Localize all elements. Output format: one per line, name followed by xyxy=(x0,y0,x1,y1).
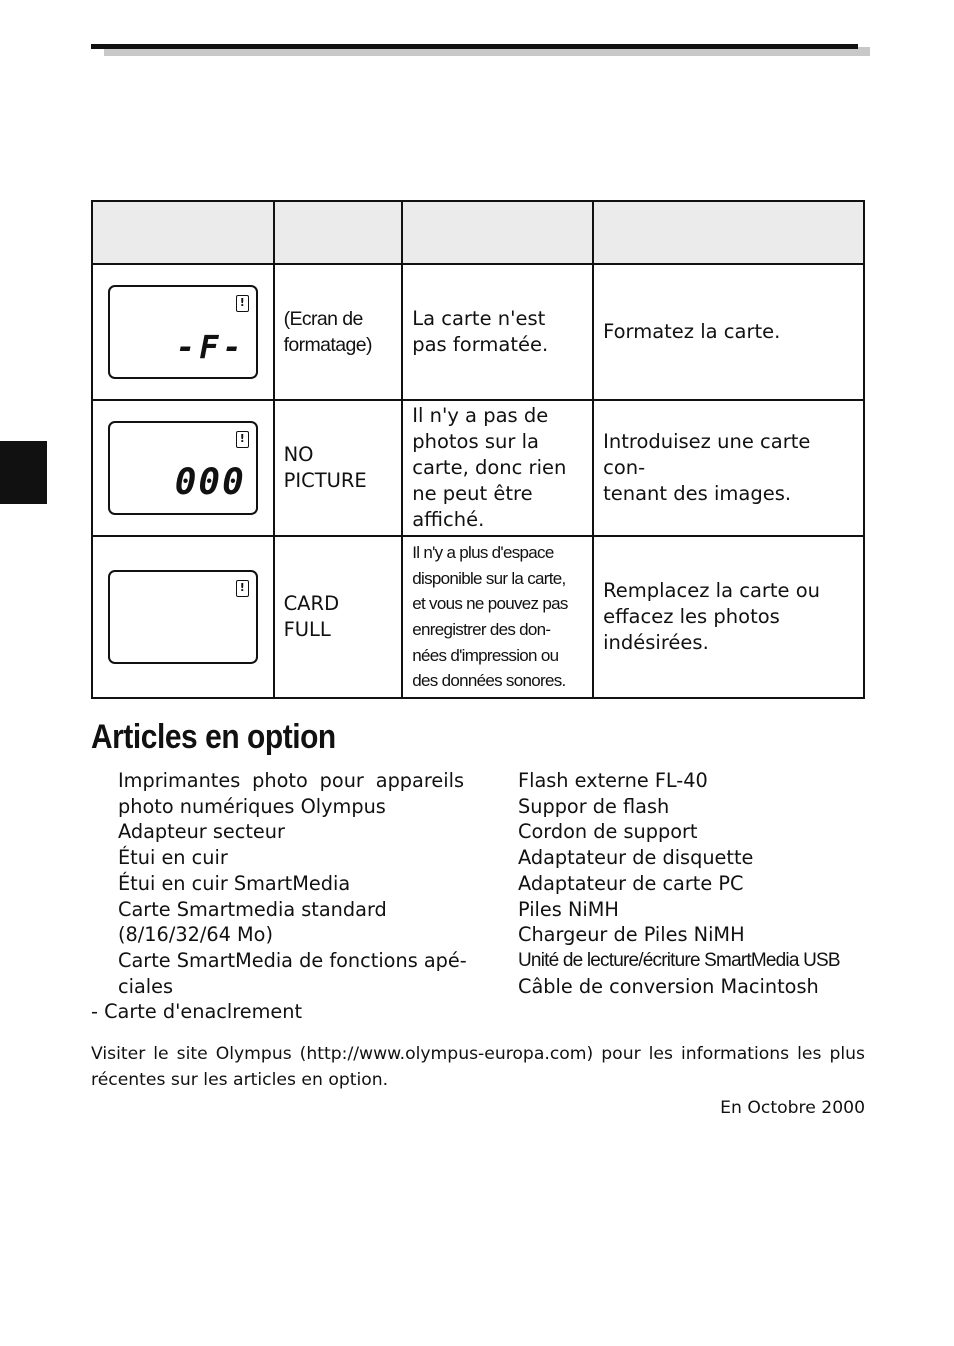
display-cell xyxy=(92,264,274,400)
cause-line: pas formatée. xyxy=(412,333,549,356)
header-rule xyxy=(91,44,858,49)
indication-cell xyxy=(274,400,403,536)
remedy-line: Remplacez la carte ou xyxy=(603,579,821,602)
list-item: Piles NiMH xyxy=(518,897,619,921)
lcd-readout: -F- xyxy=(175,328,246,366)
cause-cell xyxy=(402,264,593,400)
list-item: Adapteur secteur xyxy=(118,820,285,844)
table-header-row xyxy=(92,201,864,264)
cause-cell xyxy=(402,536,593,698)
error-table xyxy=(91,200,865,699)
cause-line: disponible sur la carte, xyxy=(412,568,566,588)
list-item: Adaptateur de carte PC xyxy=(518,871,744,895)
lcd-display xyxy=(108,285,258,379)
remedy-cell xyxy=(593,536,864,698)
table-row xyxy=(92,400,864,536)
list-item: photo numériques Olympus xyxy=(118,794,386,818)
remedy-line: Introduisez une carte con- xyxy=(603,430,811,479)
remedy-cell xyxy=(593,400,864,536)
header-cell xyxy=(92,201,274,264)
indication-cell xyxy=(274,536,403,698)
list-item: ciales xyxy=(118,974,174,998)
indication-cell xyxy=(274,264,403,400)
options-list-right xyxy=(518,768,864,999)
list-item: Flash externe FL-40 xyxy=(518,769,708,792)
cause-line: nées d'impression ou xyxy=(412,645,559,665)
header-cell xyxy=(593,201,864,264)
remedy-line: indésirées. xyxy=(603,631,709,654)
list-item: Suppor de flash xyxy=(518,794,670,818)
list-item: Adaptateur de disquette xyxy=(518,846,754,870)
indication-line: (Ecran de xyxy=(283,308,363,330)
remedy-line: tenant des images. xyxy=(603,482,792,505)
date-note: En Octobre 2000 xyxy=(720,1098,865,1118)
indication-line: CARD xyxy=(283,592,340,615)
website-note: Visiter le site Olympus (http://www.olympus-europa.com) pour les informations les plus récentes sur les articles en option. xyxy=(91,1044,865,1090)
chapter-tab xyxy=(0,441,47,504)
display-cell xyxy=(92,536,274,698)
header-cell xyxy=(402,201,593,264)
list-item: Câble de conversion Macintosh xyxy=(518,974,819,998)
list-item: (8/16/32/64 Mo) xyxy=(118,923,273,947)
display-cell xyxy=(92,400,274,536)
cause-line: photos sur la xyxy=(412,430,539,453)
cause-line: et vous ne pouvez pas xyxy=(412,594,568,614)
cause-line: affiché. xyxy=(412,508,485,531)
list-item: Cordon de support xyxy=(518,820,698,844)
lcd-readout: 000 xyxy=(174,462,246,503)
table-row xyxy=(92,536,864,698)
warning-icon: ! xyxy=(236,580,249,597)
remedy-line: Formatez la carte. xyxy=(603,320,781,343)
list-item: Unité de lecture/écriture SmartMedia USB xyxy=(518,949,840,971)
list-item: Étui en cuir xyxy=(118,846,228,870)
section-title: Articles en option xyxy=(91,718,336,756)
cause-line: enregistrer des don- xyxy=(412,620,551,639)
remedy-cell xyxy=(593,264,864,400)
remedy-line: effacez les photos xyxy=(603,605,780,628)
cause-line: des données sonores. xyxy=(412,671,566,691)
cause-line: ne peut être xyxy=(412,482,533,505)
list-item: Imprimantes photo pour appareils xyxy=(118,769,464,792)
header-cell xyxy=(274,201,403,264)
cause-line: Il n'y a pas de xyxy=(412,404,549,427)
warning-icon: ! xyxy=(236,295,249,312)
indication-line: NO xyxy=(283,443,314,466)
cause-line: carte, donc rien xyxy=(412,456,567,479)
list-item: Carte Smartmedia standard xyxy=(118,897,387,921)
lcd-display xyxy=(108,570,258,664)
cause-line: Il n'y a plus d'espace xyxy=(412,542,554,562)
lcd-display xyxy=(108,421,258,515)
list-item: Chargeur de Piles NiMH xyxy=(518,923,745,947)
list-item: Carte SmartMedia de fonctions apé- xyxy=(118,948,467,972)
list-item-extra: - Carte d'enaclrement xyxy=(91,1000,303,1023)
table-row xyxy=(92,264,864,400)
options-list-left xyxy=(118,768,467,999)
indication-line: FULL xyxy=(283,618,331,641)
indication-line: PICTURE xyxy=(283,469,367,492)
cause-cell xyxy=(402,400,593,536)
indication-line: formatage) xyxy=(283,334,372,356)
cause-line: La carte n'est xyxy=(412,307,546,330)
warning-icon: ! xyxy=(236,431,249,448)
list-item: Étui en cuir SmartMedia xyxy=(118,871,351,895)
